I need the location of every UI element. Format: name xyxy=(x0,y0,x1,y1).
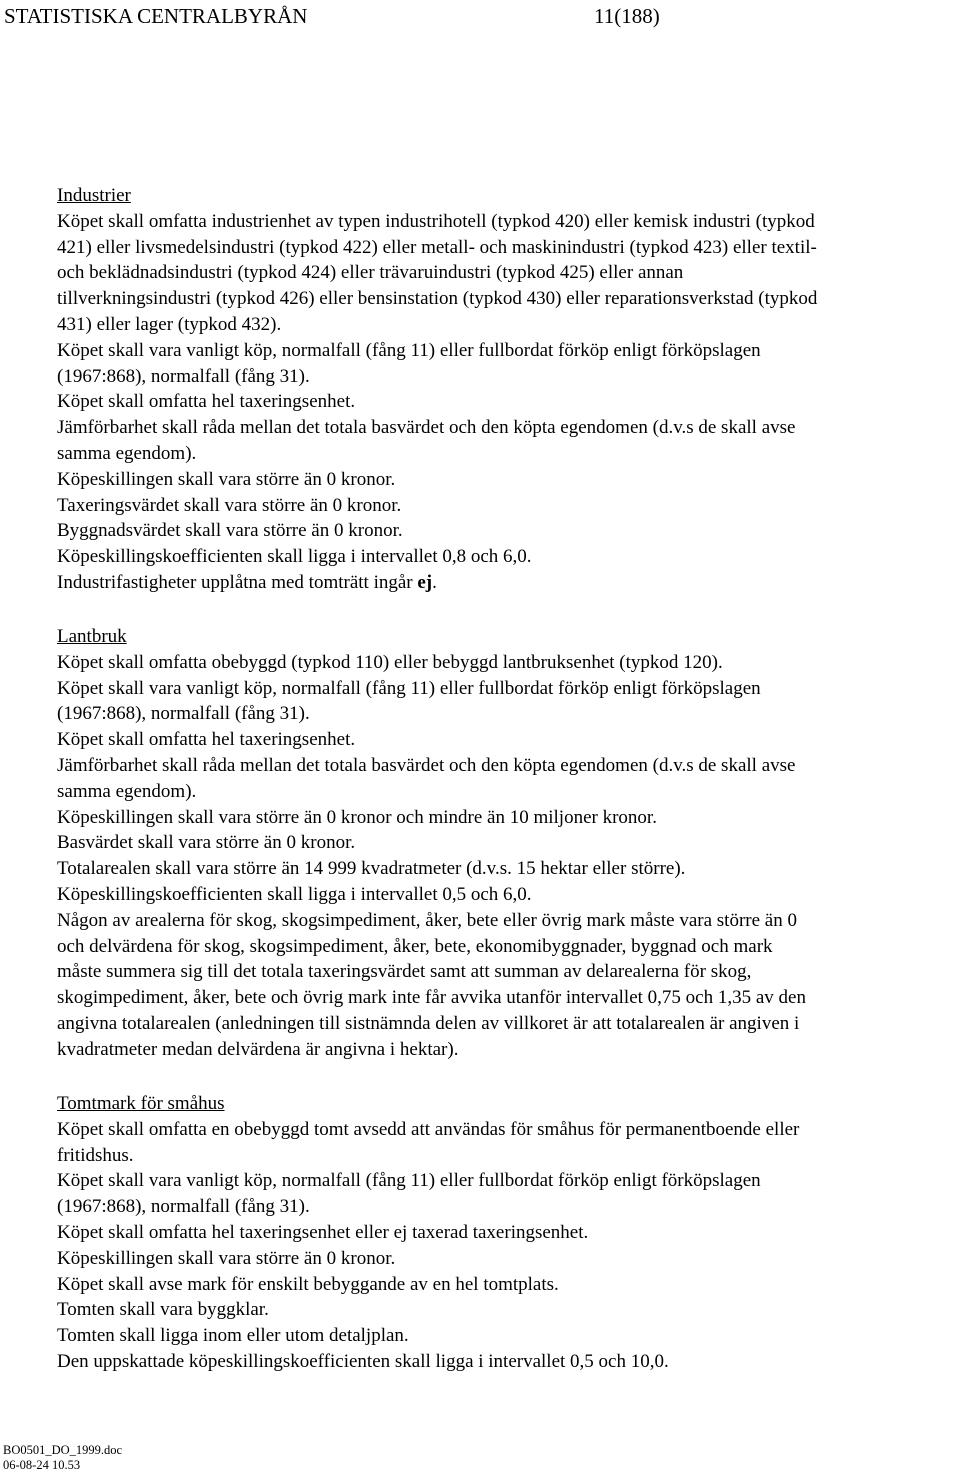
text-line: Köpet skall vara vanligt köp, normalfall (fång 11) eller fullbordat förköp enligt förköpslagen xyxy=(57,339,761,361)
text-line: fritidshus. xyxy=(57,1144,134,1166)
page-number: 11(188) xyxy=(594,4,660,28)
document-footer xyxy=(3,1443,122,1473)
text-line: tillverkningsindustri (typkod 426) eller bensinstation (typkod 430) eller reparationsverkstad (typkod xyxy=(57,288,818,310)
text-line: Köpet skall omfatta obebyggd (typkod 110) eller bebyggd lantbruksenhet (typkod 120). xyxy=(57,651,723,673)
text-line: samma egendom). xyxy=(57,442,197,464)
section-tomtmark xyxy=(57,1091,952,1375)
text-line: Totalarealen skall vara större än 14 999 kvadratmeter (d.v.s. 15 hektar eller större). xyxy=(57,858,686,880)
text-line: Köpet skall omfatta en obebyggd tomt avsedd att användas för småhus för permanentboende eller xyxy=(57,1118,800,1140)
section-heading-tomtmark: Tomtmark för småhus xyxy=(57,1093,225,1114)
section-heading-industrier: Industrier xyxy=(57,185,131,206)
text-line: och beklädnadsindustri (typkod 424) eller trävaruindustri (typkod 425) eller annan xyxy=(57,262,684,284)
text-line: Köpeskillingskoefficienten skall ligga i intervallet 0,8 och 6,0. xyxy=(57,546,532,568)
text-line: (1967:868), normalfall (fång 31). xyxy=(57,365,310,387)
text-line: Köpet skall omfatta hel taxeringsenhet eller ej taxerad taxeringsenhet. xyxy=(57,1221,589,1243)
text-line: Köpeskillingen skall vara större än 0 kronor och mindre än 10 miljoner kronor. xyxy=(57,806,657,828)
footer-filename: BO0501_DO_1999.doc xyxy=(3,1443,123,1457)
text-line: och delvärdena för skog, skogsimpediment, åker, bete, ekonomibyggnader, byggnad och mark xyxy=(57,935,773,957)
section-lantbruk xyxy=(57,624,952,1063)
text-line: (1967:868), normalfall (fång 31). xyxy=(57,703,310,725)
text-line: 421) eller livsmedelsindustri (typkod 422) eller metall- och maskinindustri (typkod 423) eller textil- xyxy=(57,236,817,258)
tomtratt-suffix: . xyxy=(432,571,437,593)
text-line: måste summera sig till det totala taxeringsvärdet samt att summan av delarealerna för skog, xyxy=(57,961,752,983)
footer-timestamp: 06-08-24 10.53 xyxy=(3,1458,81,1472)
text-line: Köpet skall omfatta industrienhet av typen industrihotell (typkod 420) eller kemisk industri (typkod xyxy=(57,210,815,232)
text-line: Den uppskattade köpeskillingskoefficienten skall ligga i intervallet 0,5 och 10,0. xyxy=(57,1350,669,1372)
text-line: Taxeringsvärdet skall vara större än 0 kronor. xyxy=(57,494,402,516)
organization-name: STATISTISKA CENTRALBYRÅN xyxy=(4,4,308,28)
text-line: (1967:868), normalfall (fång 31). xyxy=(57,1196,310,1218)
text-line: Köpet skall avse mark för enskilt bebyggande av en hel tomtplats. xyxy=(57,1273,559,1295)
section-industrier xyxy=(57,183,952,596)
text-line: Tomten skall vara byggklar. xyxy=(57,1299,269,1321)
text-line: Köpeskillingen skall vara större än 0 kronor. xyxy=(57,1247,396,1269)
text-line: skogimpediment, åker, bete och övrig mark inte får avvika utanför intervallet 0,75 och 1,35 av den xyxy=(57,987,806,1009)
text-line: Jämförbarhet skall råda mellan det totala basvärdet och den köpta egendomen (d.v.s de skall avse xyxy=(57,417,796,439)
tomtratt-prefix: Industrifastigheter upplåtna med tomträtt ingår xyxy=(57,571,418,593)
text-line: Köpet skall omfatta hel taxeringsenhet. xyxy=(57,729,356,751)
text-line: angivna totalarealen (anledningen till sistnämnda delen av villkoret är att totalarealen är angiven i xyxy=(57,1012,800,1034)
text-line: kvadratmeter medan delvärdena är angivna i hektar). xyxy=(57,1038,459,1060)
text-line: Köpet skall vara vanligt köp, normalfall (fång 11) eller fullbordat förköp enligt förköpslagen xyxy=(57,677,761,699)
text-line: Någon av arealerna för skog, skogsimpediment, åker, bete eller övrig mark måste vara större än 0 xyxy=(57,909,797,931)
text-line-tomtratt xyxy=(57,570,952,596)
text-line: Byggnadsvärdet skall vara större än 0 kronor. xyxy=(57,520,403,542)
text-line: Köpeskillingen skall vara större än 0 kronor. xyxy=(57,468,396,490)
tomtratt-emphasis: ej xyxy=(417,571,433,593)
section-heading-lantbruk: Lantbruk xyxy=(57,626,127,647)
text-line: samma egendom). xyxy=(57,780,197,802)
text-line: Jämförbarhet skall råda mellan det totala basvärdet och den köpta egendomen (d.v.s de skall avse xyxy=(57,754,796,776)
text-line: Köpet skall vara vanligt köp, normalfall (fång 11) eller fullbordat förköp enligt förköpslagen xyxy=(57,1170,761,1192)
text-line: Basvärdet skall vara större än 0 kronor. xyxy=(57,832,356,854)
text-line: 431) eller lager (typkod 432). xyxy=(57,313,282,335)
text-line: Tomten skall ligga inom eller utom detaljplan. xyxy=(57,1325,409,1347)
text-line: Köpeskillingskoefficienten skall ligga i intervallet 0,5 och 6,0. xyxy=(57,883,532,905)
text-line: Köpet skall omfatta hel taxeringsenhet. xyxy=(57,391,356,413)
